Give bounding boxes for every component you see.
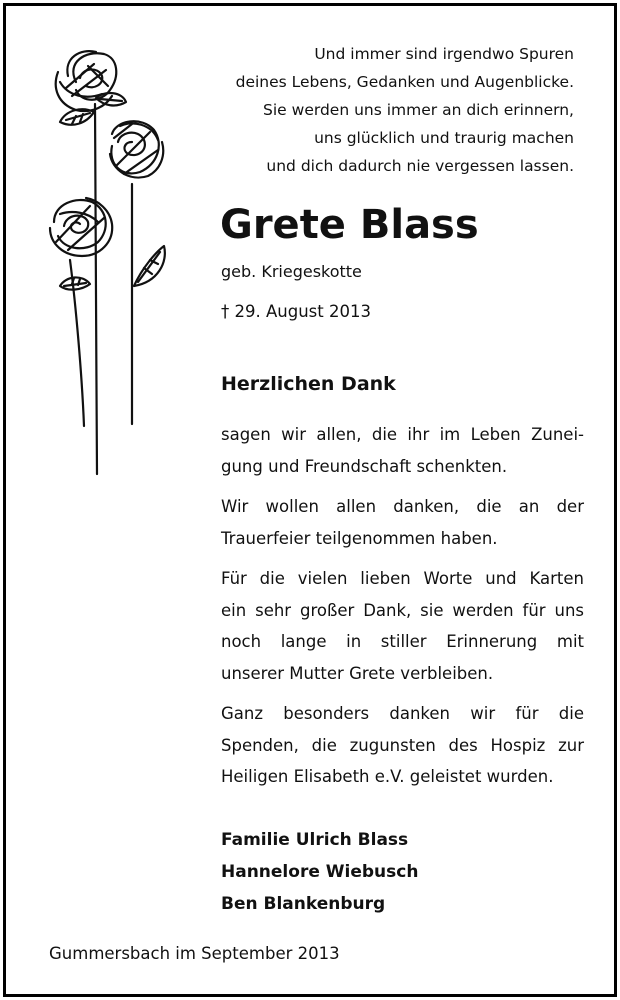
text-line: unserer Mutter Grete verbleiben. xyxy=(221,663,494,683)
thanks-paragraph xyxy=(221,419,584,482)
death-date: † 29. August 2013 xyxy=(221,302,371,321)
family-member: Hannelore Wiebusch xyxy=(221,862,419,882)
obituary-notice xyxy=(3,3,617,997)
place-date: Gummersbach im September 2013 xyxy=(49,944,340,963)
poem-line: Sie werden uns immer an dich erinnern, xyxy=(263,101,574,119)
text-line: noch lange in stiller Erinnerung mit xyxy=(221,632,584,651)
text-line: Für die vielen lieben Worte und Karten xyxy=(221,569,584,588)
text-line: gung und Freundschaft schenkten. xyxy=(221,456,508,476)
deceased-name: Grete Blass xyxy=(220,202,479,248)
thanks-paragraph xyxy=(221,698,584,793)
text-line: Heiligen Elisabeth e.V. geleistet wurden. xyxy=(221,767,554,786)
text-line: Trauerfeier teilgenommen haben. xyxy=(221,528,498,548)
poem-line: und dich dadurch nie vergessen lassen. xyxy=(266,157,574,175)
poem xyxy=(236,40,574,180)
text-line: ein sehr großer Dank, sie werden für uns xyxy=(221,600,584,620)
family-member: Familie Ulrich Blass xyxy=(221,830,409,850)
family-signatures xyxy=(221,824,418,920)
thanks-paragraph xyxy=(221,563,584,689)
text-line: Spenden, die zugunsten des Hospiz zur xyxy=(221,735,584,755)
text-line: Wir wollen allen danken, die an der xyxy=(221,497,584,516)
text-line: Ganz besonders danken wir für die xyxy=(221,704,584,723)
thanks-heading: Herzlichen Dank xyxy=(221,373,396,395)
thanks-paragraph xyxy=(221,491,584,554)
thanks-body xyxy=(221,419,584,802)
family-member: Ben Blankenburg xyxy=(221,894,386,914)
text-line: sagen wir allen, die ihr im Leben Zunei- xyxy=(221,425,584,444)
poem-line: Und immer sind irgendwo Spuren xyxy=(314,45,574,63)
poem-line: deines Lebens, Gedanken und Augenblicke. xyxy=(235,73,574,91)
rose-illustration-icon xyxy=(46,46,176,486)
birth-name: geb. Kriegeskotte xyxy=(221,262,362,281)
poem-line: uns glücklich und traurig machen xyxy=(314,129,574,147)
